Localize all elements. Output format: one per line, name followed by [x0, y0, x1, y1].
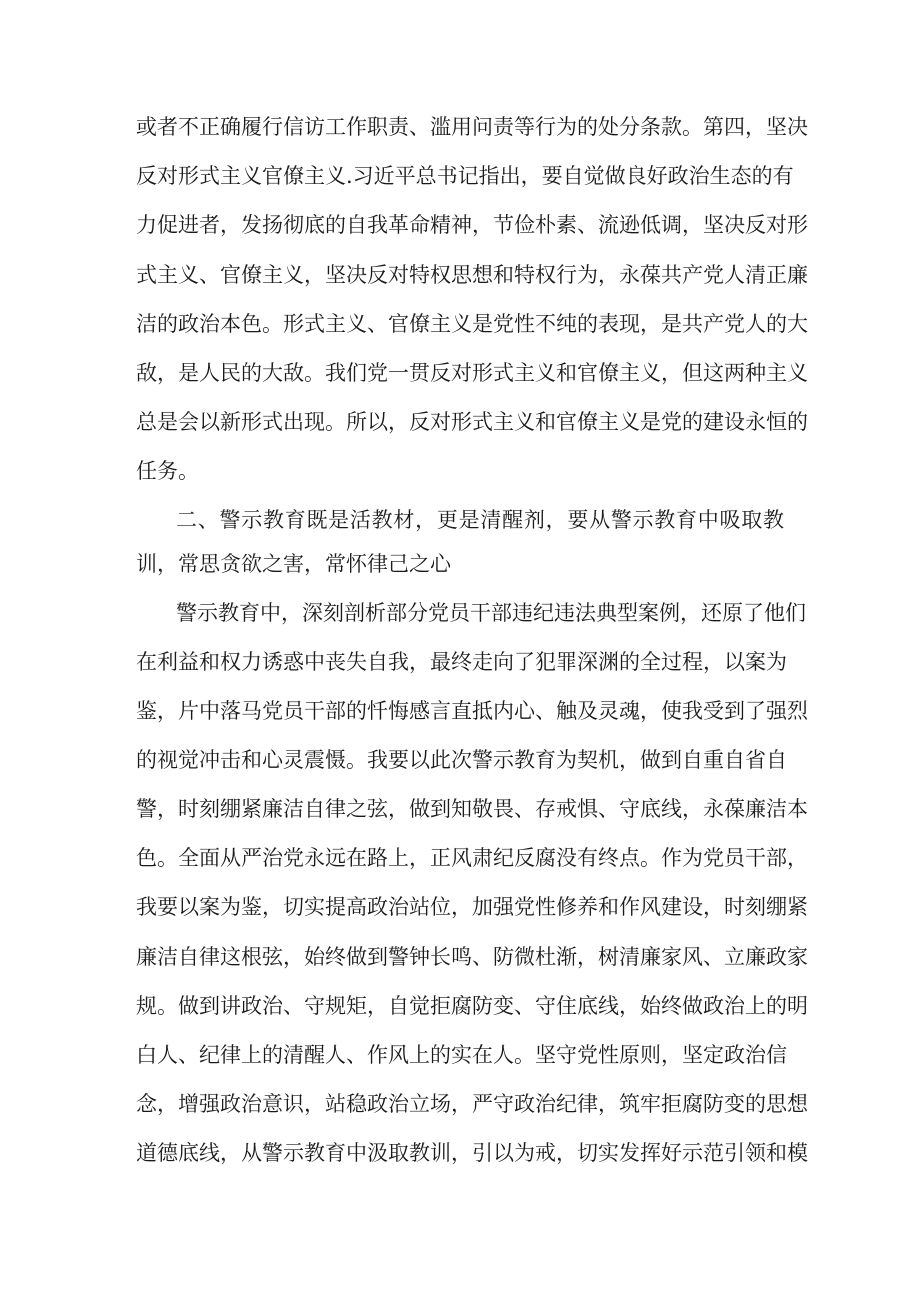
section-heading-line: 训，常思贪欲之害，常怀律己之心 — [136, 552, 451, 576]
text-line: 总是会以新形式出现。所以，反对形式主义和官僚主义是党的建设永恒的 — [136, 410, 808, 434]
text-line: 廉洁自律这根弦，始终做到警钟长鸣、防微杜渐，树清廉家风、立廉政家 — [136, 945, 808, 969]
text-line: 式主义、官僚主义，坚决反对特权思想和特权行为，永葆共产党人清正廉 — [136, 263, 808, 287]
text-line: 鉴，片中落马党员干部的忏悔感言直抵内心、触及灵魂，使我受到了强烈 — [136, 699, 808, 723]
text-line: 在利益和权力诱惑中丧失自我，最终走向了犯罪深渊的全过程，以案为 — [136, 650, 787, 674]
text-line: 或者不正确履行信访工作职责、滥用问责等行为的处分条款。第四，坚决 — [136, 115, 808, 139]
text-line: 力促进者，发扬彻底的自我革命精神，节俭朴素、流逊低调，坚决反对形 — [136, 213, 808, 237]
text-line: 我要以案为鉴，切实提高政治站位，加强党性修养和作风建设，时刻绷紧 — [136, 895, 808, 919]
text-line: 念，增强政治意识，站稳政治立场，严守政治纪律，筑牢拒腐防变的思想 — [136, 1092, 808, 1116]
text-line: 敌，是人民的大敌。我们党一贯反对形式主义和官僚主义，但这两种主义 — [136, 361, 808, 385]
text-line: 道德底线，从警示教育中汲取教训，引以为戒，切实发挥好示范引领和模 — [136, 1141, 808, 1165]
text-line: 警示教育中，深刻剖析部分党员干部违纪违法典型案例，还原了他们 — [176, 601, 806, 625]
text-line: 任务。 — [136, 459, 199, 483]
text-line: 警，时刻绷紧廉洁自律之弦，做到知敬畏、存戒惧、守底线，永葆廉洁本 — [136, 797, 808, 821]
text-line: 反对形式主义官僚主义.习近平总书记指出，要自觉做良好政治生态的有 — [136, 164, 794, 188]
text-line: 白人、纪律上的清醒人、作风上的实在人。坚守党性原则，坚定政治信 — [136, 1043, 787, 1067]
text-line: 色。全面从严治党永远在路上，正风肃纪反腐没有终点。作为党员干部， — [136, 846, 808, 870]
section-heading-line: 二、警示教育既是活教材，更是清醒剂，要从警示教育中吸取教 — [176, 508, 784, 532]
text-line: 洁的政治本色。形式主义、官僚主义是党性不纯的表现，是共产党人的大 — [136, 312, 808, 336]
text-line: 规。做到讲政治、守规矩，自觉拒腐防变、守住底线，始终做政治上的明 — [136, 994, 808, 1018]
text-line: 的视觉冲击和心灵震慑。我要以此次警示教育为契机，做到自重自省自 — [136, 748, 787, 772]
